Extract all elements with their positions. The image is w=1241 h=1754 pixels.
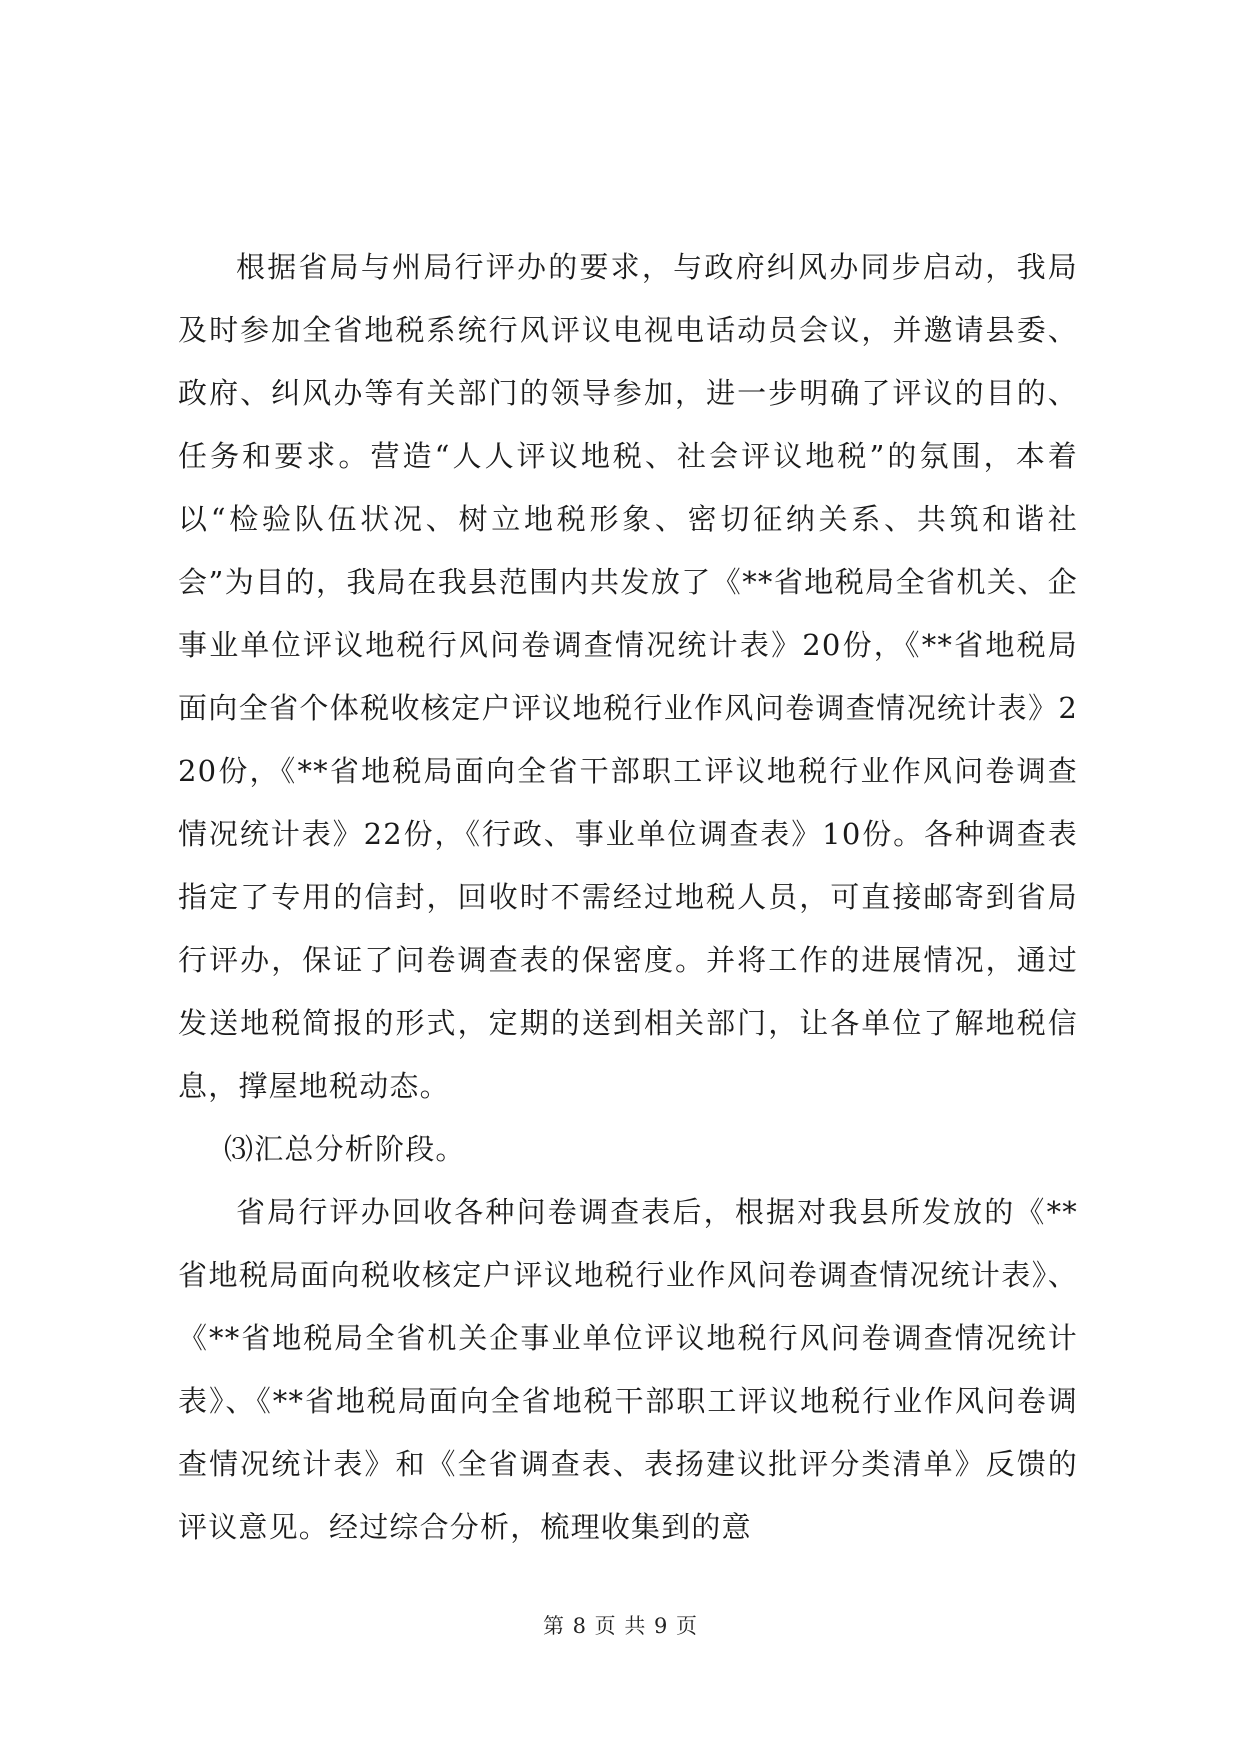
document-body <box>178 236 1078 1559</box>
paragraph-analysis: 省局行评办回收各种问卷调查表后，根据对我县所发放的《**省地税局面向税收核定户评议地税行业作风问卷调查情况统计表》、《**省地税局全省机关企事业单位评议地税行风问卷调查情况统计表》、《**省地税局面向全省地税干部职工评议地税行业作风问卷调查情况统计表》和《全省调查表、表扬建议批评分类清单》反馈的评议意见。经过综合分析，梳理收集到的意 <box>178 1195 1078 1544</box>
section-heading-summary-stage: ⑶汇总分析阶段。 <box>224 1132 466 1166</box>
paragraph-mobilization: 根据省局与州局行评办的要求，与政府纠风办同步启动，我局及时参加全省地税系统行风评议电视电话动员会议，并邀请县委、政府、纠风办等有关部门的领导参加，进一步明确了评议的目的、任务和要求。营造“人人评议地税、社会评议地税”的氛围，本着以“检验队伍状况、树立地税形象、密切征纳关系、共筑和谐社会”为目的，我局在我县范围内共发放了《**省地税局全省机关、企事业单位评议地税行风问卷调查情况统计表》20份，《**省地税局面向全省个体税收核定户评议地税行业作风问卷调查情况统计表》220份，《**省地税局面向全省干部职工评议地税行业作风问卷调查情况统计表》22份，《行政、事业单位调查表》10份。各种调查表指定了专用的信封，回收时不需经过地税人员，可直接邮寄到省局行评办，保证了问卷调查表的保密度。并将工作的进展情况，通过发送地税简报的形式，定期的送到相关部门，让各单位了解地税信息，撑屋地税动态。 <box>178 250 1078 1103</box>
page-number-footer: 第 8 页 共 9 页 <box>542 1614 699 1638</box>
